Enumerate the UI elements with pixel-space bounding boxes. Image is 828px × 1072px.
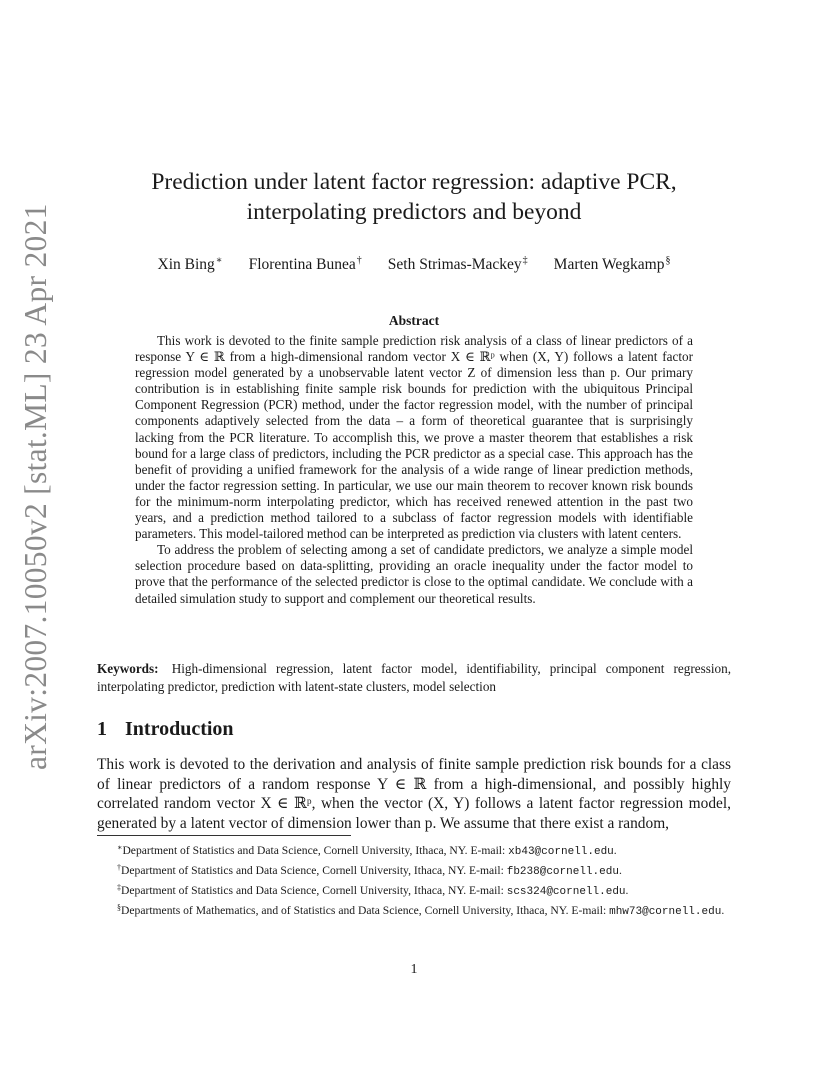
footnote-email[interactable]: scs324@cornell.edu <box>506 886 626 898</box>
abstract-heading: Abstract <box>388 313 440 328</box>
section-title: Introduction <box>125 718 234 740</box>
footnote: §Departments of Mathematics, and of Statistics and Data Science, Cornell University, Ithaca, NY. E-mail: mhw73@cornell.edu. <box>117 903 725 918</box>
intro-body <box>97 755 731 833</box>
arxiv-identifier: arXiv:2007.10050v2 [stat.ML] 23 Apr 2021 <box>18 203 53 770</box>
page-number: 1 <box>410 962 418 977</box>
abstract-paragraph: To address the problem of selecting among a set of candidate predictors, we analyze a simple model selection procedure based on data-splitting, providing an oracle inequality under the factor model to prove that the performance of the selected predictor is close to the optimal candidate. We conclude with a detailed simulation study to support and complement our theoretical results. <box>135 542 693 606</box>
author-list <box>110 255 718 274</box>
title-line-2: interpolating predictors and beyond <box>246 199 582 225</box>
author: Florentina Bunea† <box>248 255 362 273</box>
author: Xin Bing∗ <box>157 255 223 273</box>
abstract-body <box>135 333 693 607</box>
footnotes <box>97 840 731 920</box>
author: Marten Wegkamp§ <box>553 255 671 273</box>
abstract-paragraph: This work is devoted to the finite sample prediction risk analysis of a class of linear predictors of a response Y ∈ ℝ from a high-dimensional random vector X ∈ ℝᵖ when (X, Y) follows a latent factor regression model generated by a unobservable latent vector Z of dimension less than p. Our primary contribution is in establishing finite sample risk bounds for prediction with the ubiquitous Principal Component Regression (PCR) method, under the factor regression model, with the number of principal components adaptively selected from the data – a form of theoretical guarantee that is surprisingly lacking from the PCR literature. To accomplish this, we prove a master theorem that establishes a risk bound for a large class of predictors, including the PCR predictor as a special case. This approach has the benefit of providing a unified framework for the analysis of a wide range of linear prediction methods, under the factor regression setting. In particular, we use our main theorem to recover known risk bounds for the minimum-norm interpolating predictor, which has received renewed attention in the past two years, and a prediction method tailored to a subclass of factor regression models with identifiable parameters. This model-tailored method can be interpreted as prediction via clusters with latent centers. <box>135 333 693 542</box>
footnote: †Department of Statistics and Data Science, Cornell University, Ithaca, NY. E-mail: fb238@cornell.edu. <box>117 863 622 878</box>
footnote-rule <box>97 835 351 836</box>
section-heading <box>97 718 234 741</box>
keywords-text: High-dimensional regression, latent factor model, identifiability, principal component regression, interpolating predictor, prediction with latent-state clusters, model selection <box>97 661 731 694</box>
footnote: ‡Department of Statistics and Data Science, Cornell University, Ithaca, NY. E-mail: scs324@cornell.edu. <box>117 883 629 898</box>
author: Seth Strimas-Mackey‡ <box>387 255 528 273</box>
section-number: 1 <box>97 718 107 740</box>
keywords <box>97 660 731 696</box>
footnote-email[interactable]: fb238@cornell.edu <box>506 866 619 878</box>
footnote-email[interactable]: xb43@cornell.edu <box>508 846 614 858</box>
title-line-1: Prediction under latent factor regression: adaptive PCR, <box>151 169 677 195</box>
paper-title <box>120 167 708 227</box>
footnote: ∗Department of Statistics and Data Science, Cornell University, Ithaca, NY. E-mail: xb43@cornell.edu. <box>117 843 617 858</box>
intro-paragraph: This work is devoted to the derivation and analysis of finite sample prediction risk bounds for a class of linear predictors of a random response Y ∈ ℝ from a high-dimensional, and possibly highly correlated random vector X ∈ ℝᵖ, when the vector (X, Y) follows a latent factor regression model, generated by a latent vector of dimension lower than p. We assume that there exist a random, <box>97 756 731 832</box>
keywords-label: Keywords: <box>97 661 159 676</box>
footnote-email[interactable]: mhw73@cornell.edu <box>609 906 722 918</box>
